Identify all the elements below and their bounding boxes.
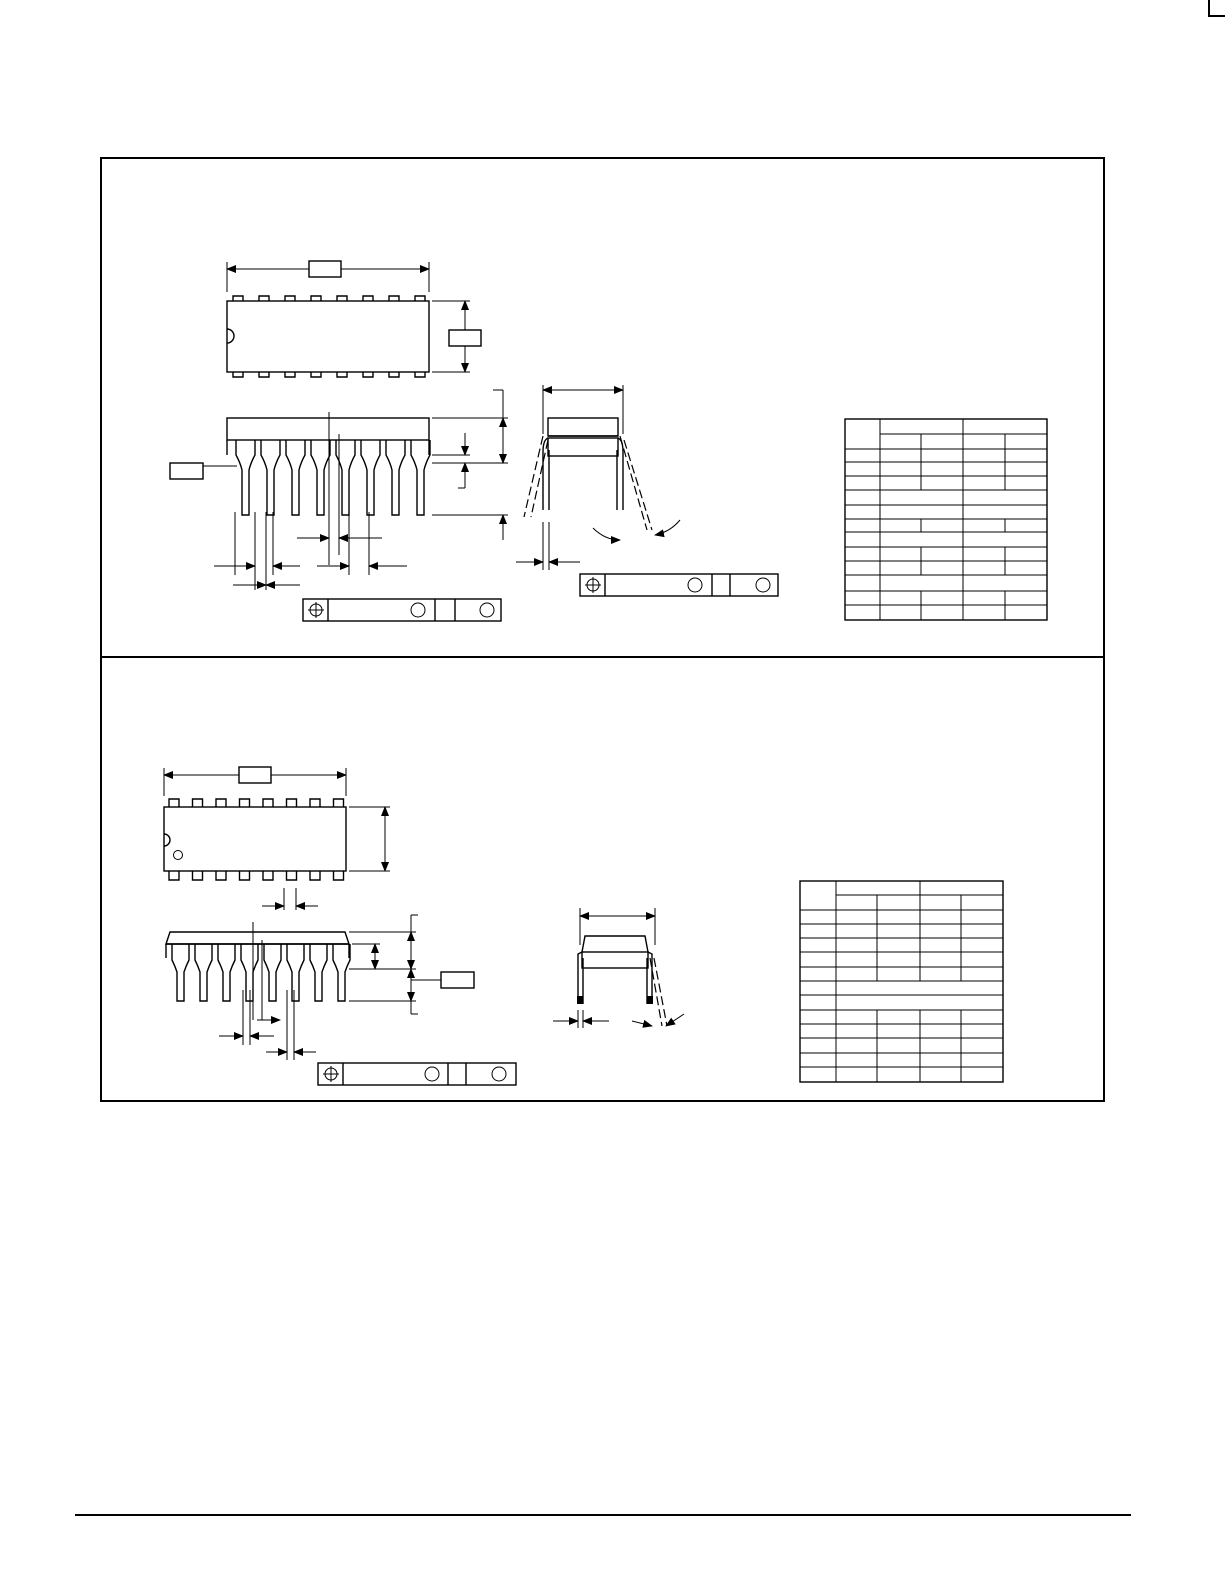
- feature-control-frame: [318, 1063, 516, 1085]
- lead: [264, 944, 281, 1001]
- lead: [172, 944, 189, 1001]
- pin-tab: [285, 296, 295, 301]
- mmc-circle-icon: [756, 578, 770, 592]
- pin-tab: [193, 799, 203, 807]
- position-symbol-icon: [323, 1066, 339, 1082]
- dimension-label-box: [441, 972, 474, 988]
- pin-tab: [216, 871, 226, 880]
- pin1-notch-icon: [164, 834, 170, 846]
- mmc-circle-icon: [480, 603, 494, 617]
- package-body-side: [227, 418, 429, 440]
- pin-tab: [263, 871, 273, 880]
- pin-tab: [287, 799, 297, 807]
- package-frame-top: [101, 158, 1104, 657]
- mmc-circle-icon: [411, 603, 425, 617]
- pin-tab: [169, 799, 179, 807]
- bottom-package: [164, 767, 1003, 1085]
- dimension-table: [800, 881, 1003, 1082]
- pin-tab: [310, 799, 320, 807]
- mmc-circle-icon: [492, 1067, 506, 1081]
- pin-tab: [389, 296, 399, 301]
- pin-tab: [337, 372, 347, 377]
- pin-tab: [285, 372, 295, 377]
- pin-tab: [415, 296, 425, 301]
- pin-tab: [169, 871, 179, 880]
- dimension-label-box: [309, 261, 341, 277]
- dimension-label-box: [449, 330, 481, 346]
- end-view: [516, 385, 778, 596]
- pin-tab: [193, 871, 203, 880]
- lead: [361, 440, 380, 515]
- pin-tab: [259, 372, 269, 377]
- top-view: [164, 767, 390, 910]
- dimension-table: [845, 419, 1047, 620]
- pin-tab: [337, 296, 347, 301]
- lead: [386, 440, 405, 515]
- top-view: [227, 261, 481, 377]
- top-package: [170, 261, 1047, 621]
- feature-control-frame: [303, 599, 501, 621]
- pin-tab: [334, 871, 344, 880]
- package-body: [227, 301, 429, 372]
- corner-bracket: [1209, 0, 1225, 16]
- pin-tab: [240, 799, 250, 807]
- pin-tab: [310, 871, 320, 880]
- pin-tab: [363, 372, 373, 377]
- pin-tab: [363, 296, 373, 301]
- pin-tab: [334, 799, 344, 807]
- lead: [310, 944, 327, 1001]
- end-view: [553, 908, 684, 1028]
- mmc-circle-icon: [425, 1067, 439, 1081]
- lead: [236, 440, 255, 515]
- dimension-label-box: [239, 767, 271, 783]
- pin-tab: [389, 372, 399, 377]
- pin-tab: [311, 296, 321, 301]
- pin-tab: [287, 871, 297, 880]
- position-symbol-icon: [308, 602, 324, 618]
- package-body: [164, 807, 346, 871]
- lead: [261, 440, 280, 515]
- lead: [311, 440, 330, 515]
- side-view: [166, 915, 516, 1085]
- dimension-label-box: [170, 463, 203, 479]
- lead: [195, 944, 212, 1001]
- side-view: [170, 390, 508, 621]
- pin-tab: [216, 799, 226, 807]
- pin-tab: [233, 372, 243, 377]
- pin-tab: [233, 296, 243, 301]
- pin-tab: [263, 799, 273, 807]
- mmc-circle-icon: [688, 578, 702, 592]
- lead: [218, 944, 235, 1001]
- position-symbol-icon: [585, 577, 601, 593]
- pin1-notch-icon: [227, 329, 234, 343]
- lead: [411, 440, 430, 515]
- pin-tab: [415, 372, 425, 377]
- package-frame-bottom: [101, 657, 1104, 1101]
- feature-control-frame: [580, 574, 778, 596]
- pin-tab: [311, 372, 321, 377]
- lead: [286, 440, 305, 515]
- lead: [287, 944, 304, 1001]
- lead: [333, 944, 350, 1001]
- pin-tab: [259, 296, 269, 301]
- pin-tab: [240, 871, 250, 880]
- pin1-dot-icon: [174, 851, 183, 860]
